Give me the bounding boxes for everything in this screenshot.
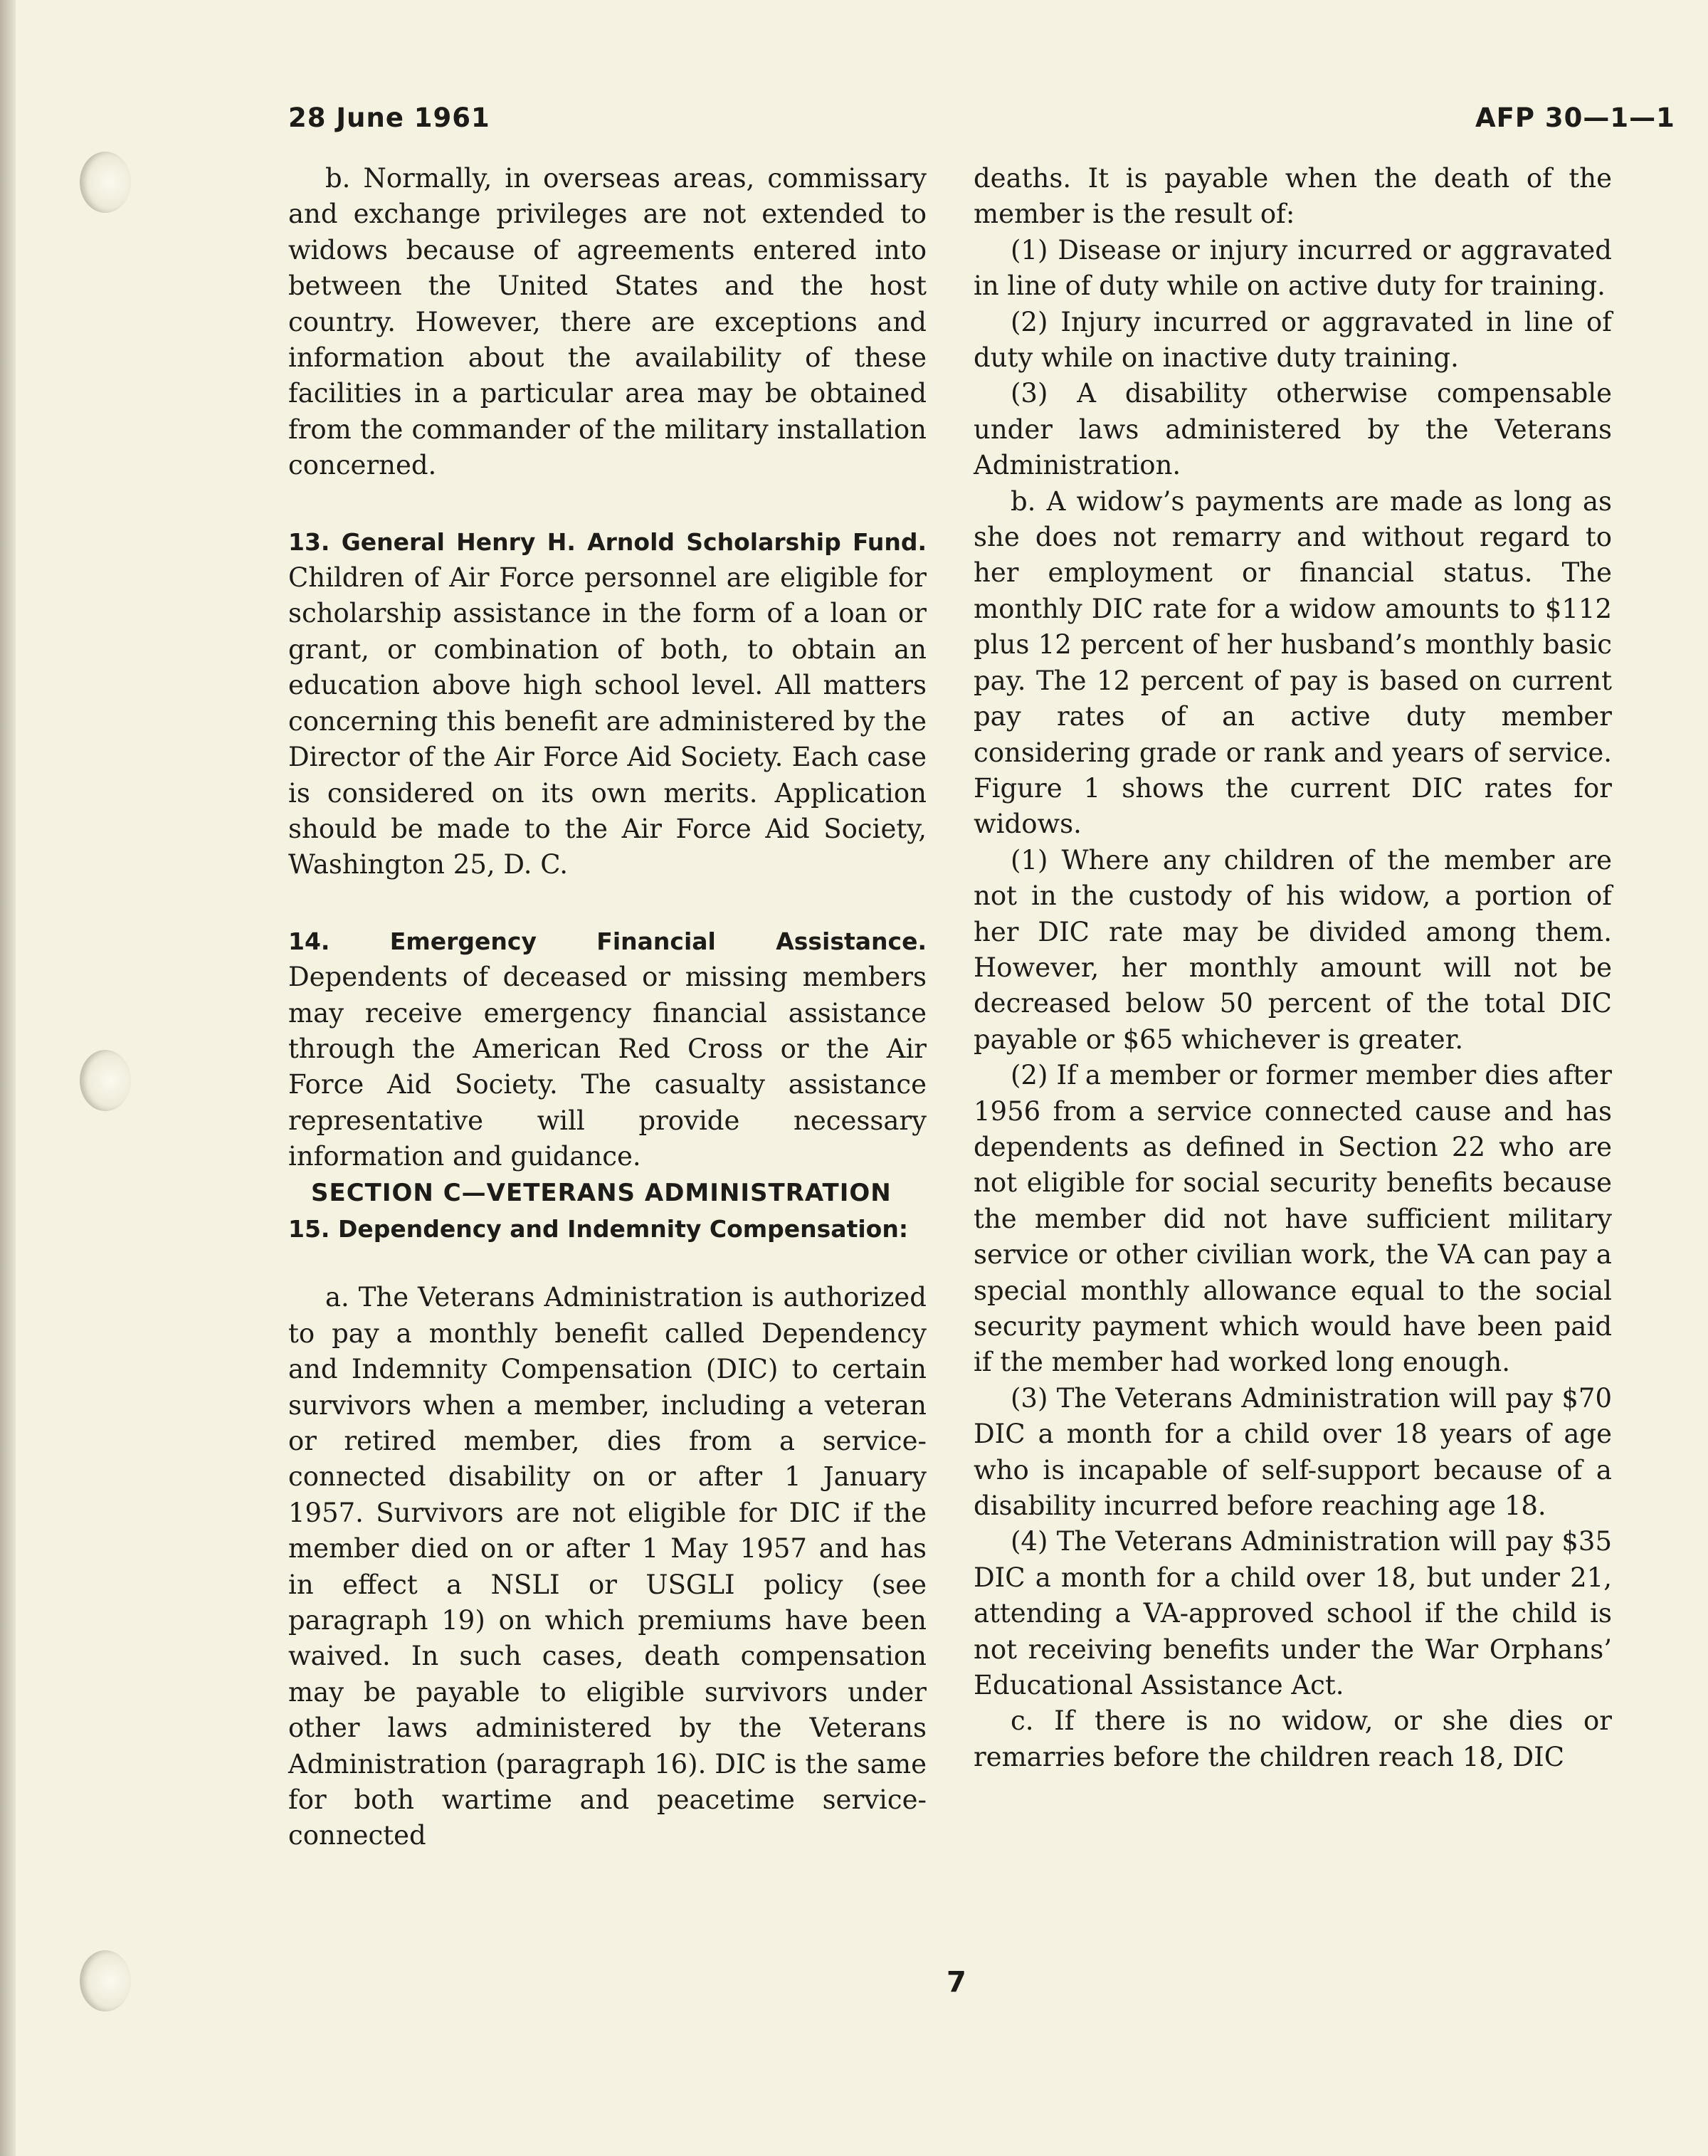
right-column: [974, 161, 1612, 1775]
punch-hole-bottom: [80, 1950, 131, 2012]
punch-hole-middle: [80, 1050, 131, 1111]
body-13: Children of Air Force personnel are eligible for scholarship assistance in the form of a loan or grant, or combination of both, to obtain an education above high school level. All matters concerning this benefit are administered by the Director of the Air Force Aid Society. Each case is considered on its own merits. Application should be made to the Air Force Aid Society, Washington 25, D. C.: [288, 562, 927, 880]
paragraph-15b-3: (3) The Veterans Administration will pay $70 DIC a month for a child over 18 years of age who is incapable of self-support because of a disability incurred before reaching age 18.: [974, 1382, 1612, 1522]
heading-15: 15. Dependency and Indemnity Compensation:: [288, 1214, 909, 1243]
heading-14: 14. Emergency Financial Assistance.: [288, 927, 927, 955]
paragraph-15b-2: (2) If a member or former member dies after 1956 from a service connected cause and has dependents as defined in Section 22 who are not eligible for social security benefits because the member did not have sufficient military service or other civilian work, the VA can pay a special monthly allowance equal to the social security payment which would have been paid if the member had worked long enough.: [974, 1060, 1612, 1378]
paragraph-15b-1: (1) Where any children of the member are not in the custody of his widow, a portion of her DIC rate may be divided among them. However, her monthly amount will not be decreased below 50 percent of the total DIC payable or $65 whichever is greater.: [974, 844, 1612, 1055]
body-14: Dependents of deceased or missing members may receive emergency financial assistance through the American Red Cross or the Air Force Aid Society. The casualty assistance representative will provide necessary information and guidance.: [288, 962, 927, 1172]
heading-13: 13. General Henry H. Arnold Scholarship Fund.: [288, 527, 927, 556]
paragraph-15b: b. A widow’s payments are made as long as she does not remarry and without regard to her employment or financial status. The monthly DIC rate for a widow amounts to $112 plus 12 percent of her husband’s monthly basic pay. The 12 percent of pay is based on current pay rates of an active duty member considering grade or rank and years of service. Figure 1 shows the current DIC rates for widows.: [974, 485, 1612, 840]
page-number: 7: [947, 1966, 966, 1999]
paragraph-15b-4: (4) The Veterans Administration will pay $35 DIC a month for a child over 18, but under 21, attending a VA-approved school if the child is not receiving benefits under the War Orphans’ Educational Assistance Act.: [974, 1526, 1612, 1701]
paragraph-14: [288, 923, 927, 1175]
paragraph-15a-continued: deaths. It is payable when the death of the member is the result of:: [974, 163, 1612, 230]
paragraph-15a: a. The Veterans Administration is authorized to pay a monthly benefit called Dependency and Indemnity Compensation (DIC) to certain survivors when a member, including a veteran or retired member, dies from a service-connected disability on or after 1 January 1957. Survivors are not eligible for DIC if the member died on or after 1 May 1957 and has in effect a NSLI or USGLI policy (see paragraph 19) on which premiums have been waived. In such cases, death compensation may be payable to eligible survivors under other laws administered by the Veterans Administration (paragraph 16). DIC is the same for both wartime and peacetime service-connected: [288, 1282, 927, 1851]
header-publication-number: AFP 30—1—1: [1475, 102, 1675, 133]
paragraph-12b: b. Normally, in overseas areas, commissary and exchange privileges are not extended to widows because of agreements entered into between the United States and the host country. However, there are exceptions and information about the availability of these facilities in a particular area may be obtained from the commander of the military installation concerned.: [288, 163, 927, 481]
paragraph-15-heading: [288, 1211, 927, 1247]
paragraph-15a-3: (3) A disability otherwise compensable under laws administered by the Veterans Administration.: [974, 378, 1612, 481]
paragraph-15c: c. If there is no widow, or she dies or remarries before the children reach 18, DIC: [974, 1705, 1612, 1772]
punch-hole-top: [80, 152, 131, 213]
page-binding-edge: [0, 0, 16, 2156]
paragraph-13: [288, 524, 927, 883]
left-column: [288, 161, 927, 1854]
header-date: 28 June 1961: [288, 102, 490, 133]
paragraph-15a-1: (1) Disease or injury incurred or aggravated in line of duty while on active duty for training.: [974, 234, 1612, 302]
paragraph-15a-2: (2) Injury incurred or aggravated in line of duty while on inactive duty training.: [974, 306, 1612, 374]
section-c-heading: SECTION C—VETERANS ADMINISTRATION: [311, 1178, 892, 1207]
